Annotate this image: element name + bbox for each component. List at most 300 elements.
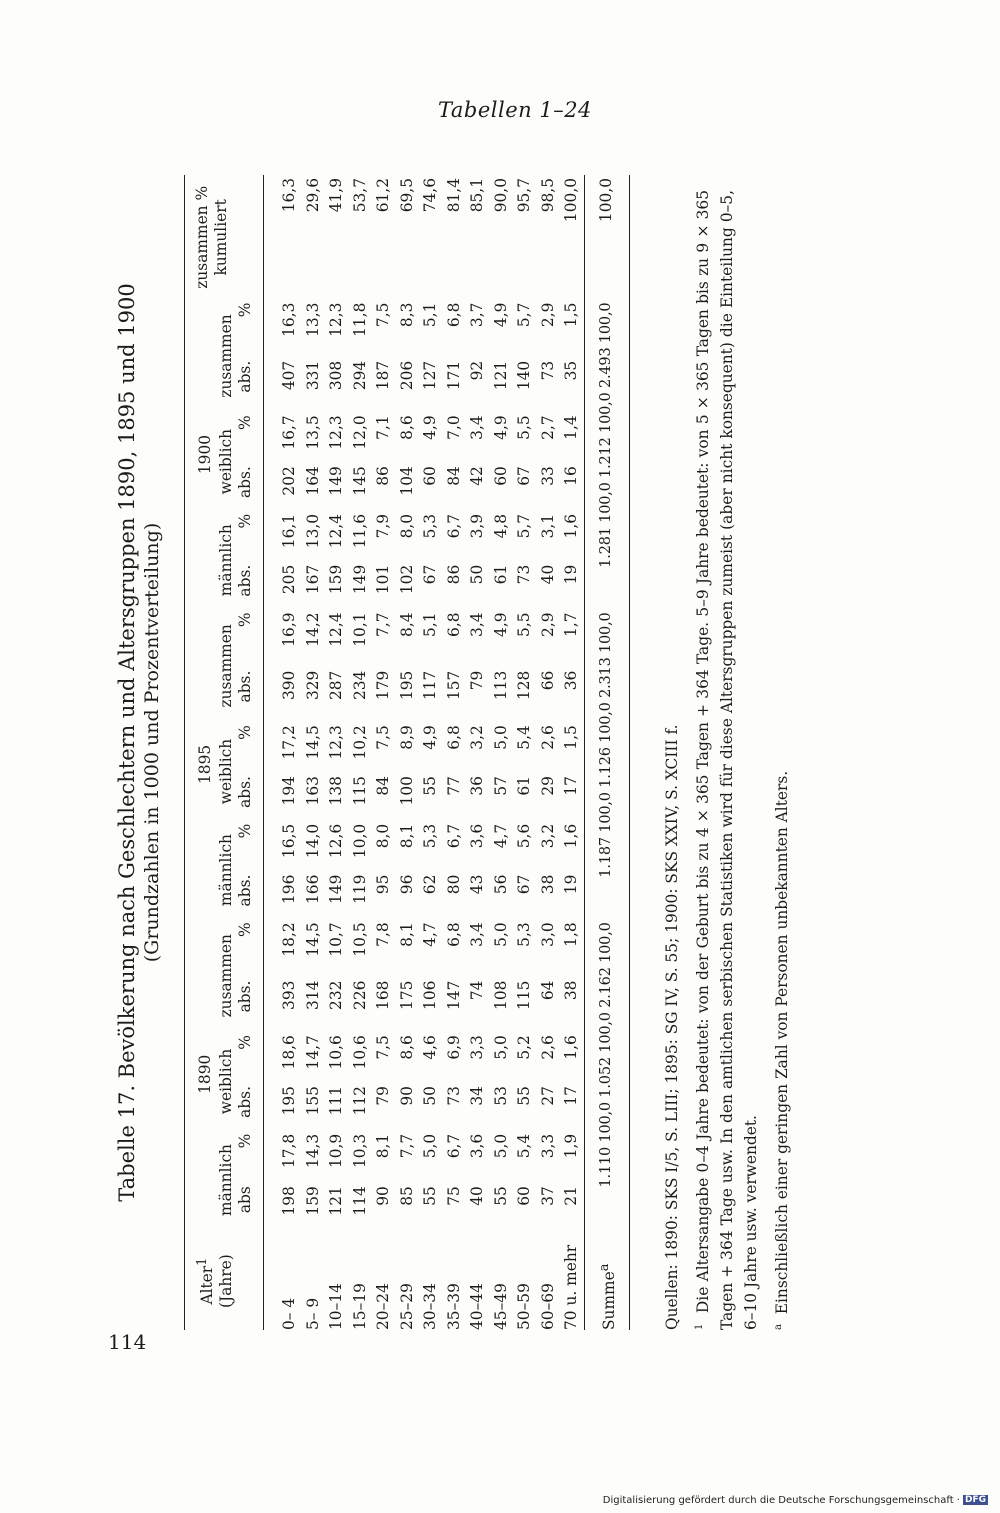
table-cell: 10,6 xyxy=(327,1035,346,1070)
table-cell: 138 xyxy=(327,776,346,806)
table-cell: 5,4 xyxy=(515,725,534,750)
table-cell: 100,0 xyxy=(562,178,581,223)
table-cell: 38 xyxy=(538,874,557,895)
table-cell: 308 xyxy=(327,360,346,391)
table-cell: 3,3 xyxy=(468,1035,487,1060)
table-cell: 3,4 xyxy=(468,612,487,637)
age-group-cell: 45–49 xyxy=(491,1283,510,1330)
sum-values-1890: 1.110 100,0 1.052 100,0 2.162 100,0 xyxy=(584,919,630,1229)
table-cell: 3,1 xyxy=(538,513,557,539)
age-group-cell: 10–14 xyxy=(327,1283,346,1330)
unit-abs: abs. xyxy=(236,562,264,610)
table-cell: 1,7 xyxy=(562,612,581,637)
table-cell: 163 xyxy=(303,776,322,806)
table-cell: 10,2 xyxy=(350,725,369,760)
unit-pct: % xyxy=(236,821,264,872)
table-cell: 55 xyxy=(515,1086,534,1106)
table-cell: 16,5 xyxy=(280,823,299,859)
sex-header-male-1900: männlich xyxy=(217,524,236,597)
table-cell: 81,4 xyxy=(444,178,463,213)
year-header-1895: 1895 xyxy=(185,609,218,919)
table-cell: 90 xyxy=(374,1186,393,1206)
age-header-label: Alter xyxy=(198,1265,217,1305)
table-cell: 7,0 xyxy=(444,415,463,440)
footnote-a-text: Einschließlich einer geringen Zahl von Personen unbekannten Alters. xyxy=(773,770,792,1315)
digitization-footer xyxy=(603,1495,988,1506)
table-row xyxy=(349,175,373,1330)
table-cell: 329 xyxy=(303,670,322,701)
sex-header-total-1900: zusammen xyxy=(217,314,236,398)
table-cell: 195 xyxy=(397,670,416,701)
table-cell: 1,6 xyxy=(562,1035,581,1060)
table-cell: 67 xyxy=(515,466,534,486)
table-cell: 111 xyxy=(327,1086,346,1116)
table-cell: 98,5 xyxy=(538,178,557,213)
sex-header-total-1890: zusammen xyxy=(217,934,236,1018)
table-row xyxy=(560,175,584,1330)
unit-pct: % xyxy=(236,919,264,977)
table-cell: 7,7 xyxy=(397,1133,416,1159)
sum-label: Summe$^a$ xyxy=(584,1229,630,1330)
table-cell: 3,2 xyxy=(468,725,487,750)
table-cell: 95,7 xyxy=(515,178,534,213)
age-header xyxy=(185,1229,218,1330)
table-cell: 179 xyxy=(374,670,393,701)
table-cell: 36 xyxy=(562,670,581,691)
sex-header-female-1890: weiblich xyxy=(217,1048,236,1115)
age-group-cell: 25–29 xyxy=(397,1283,416,1330)
table-cell: 226 xyxy=(350,980,369,1010)
unit-abs: abs. xyxy=(236,668,264,723)
unit-abs: abs. xyxy=(236,773,264,821)
table-cell: 5,2 xyxy=(515,1035,534,1060)
table-cell: 331 xyxy=(303,360,322,391)
table-cell: 62 xyxy=(421,874,440,895)
table-cell: 2,9 xyxy=(538,612,557,637)
table-cell: 74,6 xyxy=(421,178,440,213)
table-cell: 8,1 xyxy=(374,1133,393,1159)
table-cell: 16,7 xyxy=(280,415,299,450)
table-cell: 8,4 xyxy=(397,612,416,637)
table-cell: 6,7 xyxy=(444,1133,463,1159)
table-cell: 149 xyxy=(327,874,346,905)
sources-note: Quellen: 1890: SKS I/5, S. LIII; 1895: SG IV, S. 55; 1900: SKS XXIV, S. XCIII f. xyxy=(663,724,682,1330)
table-cell: 206 xyxy=(397,360,416,391)
table-cell: 5,4 xyxy=(515,1133,534,1159)
footnote-1 xyxy=(688,190,763,1330)
table-cell: 16 xyxy=(562,466,581,486)
table-cell: 84 xyxy=(374,776,393,796)
table-cell: 101 xyxy=(374,564,393,595)
table-cell: 84 xyxy=(444,466,463,486)
table-cell: 390 xyxy=(280,670,299,701)
table-cell: 67 xyxy=(421,564,440,585)
table-cell: 19 xyxy=(562,874,581,895)
table-cell: 16,9 xyxy=(280,612,299,647)
table-cell: 8,0 xyxy=(397,513,416,539)
table-cell: 112 xyxy=(350,1086,369,1116)
sex-header-female-1900: weiblich xyxy=(217,428,236,495)
table-cell: 3,6 xyxy=(468,823,487,849)
table-cell: 121 xyxy=(327,1186,346,1216)
footer-text: Digitalisierung gefördert durch die Deutsche Forschungsgemeinschaft · xyxy=(602,1495,960,1506)
table-cell: 55 xyxy=(491,1186,510,1206)
table-cell: 195 xyxy=(280,1086,299,1116)
table-cell: 14,5 xyxy=(303,922,322,957)
table-cell: 11,8 xyxy=(350,302,369,337)
table-cell: 196 xyxy=(280,874,299,905)
table-cell: 73 xyxy=(444,1086,463,1106)
table-cell: 40 xyxy=(538,564,557,585)
unit-abs: abs. xyxy=(236,358,264,413)
table-cell: 1,4 xyxy=(562,415,581,440)
table-cell: 115 xyxy=(350,776,369,806)
unit-pct: % xyxy=(236,1032,264,1083)
age-header-unit: (Jahre) xyxy=(217,1254,236,1308)
table-cell: 17,2 xyxy=(280,725,299,760)
table-cell: 60 xyxy=(421,466,440,486)
table-cell: 149 xyxy=(350,564,369,595)
table-cell: 3,4 xyxy=(468,922,487,947)
table-cell: 3,2 xyxy=(538,823,557,849)
table-cell: 6,7 xyxy=(444,823,463,849)
table-cell: 6,9 xyxy=(444,1035,463,1060)
table-cell: 8,0 xyxy=(374,823,393,849)
table-cell: 1,6 xyxy=(562,513,581,539)
table-cell: 10,7 xyxy=(327,922,346,957)
table-cell: 19 xyxy=(562,564,581,585)
table-cell: 79 xyxy=(468,670,487,691)
table-row xyxy=(302,175,326,1330)
table-cell: 61 xyxy=(515,776,534,796)
table-cell: 86 xyxy=(444,564,463,585)
unit-abs: abs. xyxy=(236,1083,264,1131)
table-row xyxy=(466,175,490,1330)
table-cell: 56 xyxy=(491,874,510,895)
table-cell: 17,8 xyxy=(280,1133,299,1169)
cumulative-header-line2: kumuliert xyxy=(212,199,230,276)
footnote-1-text: Die Altersangabe 0–4 Jahre bedeutet: von der Geburt bis zu 4 × 365 Tagen + 364 Tage. 5–9 Jahre bedeutet: von 5 × 365 Tagen bis zu 9 × 365 Tagen + 364 Tage usw. In den amtlichen serbischen Statistiken wird für diese Altersgruppen zumeist (aber nicht konsequent) die Einteilung 0–5, 6–10 Jahre usw. verwendet. xyxy=(694,190,761,1330)
table-cell: 55 xyxy=(421,1186,440,1206)
table-cell: 18,6 xyxy=(280,1035,299,1070)
table-cell: 407 xyxy=(280,360,299,391)
table-cell: 7,5 xyxy=(374,1035,393,1060)
table-cell: 73 xyxy=(515,564,534,585)
table-cell: 159 xyxy=(303,1186,322,1216)
table-cell: 12,3 xyxy=(327,302,346,337)
table-cell: 13,0 xyxy=(303,513,322,549)
table-cell: 69,5 xyxy=(397,178,416,213)
sum-row xyxy=(584,175,630,1330)
sum-values-1895: 1.187 100,0 1.126 100,0 2.313 100,0 xyxy=(584,609,630,919)
unit-abs: abs. xyxy=(236,463,264,511)
table-cell: 86 xyxy=(374,466,393,486)
table-cell: 2,7 xyxy=(538,415,557,440)
table-cell: 314 xyxy=(303,980,322,1010)
table-cell: 4,7 xyxy=(421,922,440,947)
table-cell: 5,0 xyxy=(491,1133,510,1159)
table-cell: 8,6 xyxy=(397,415,416,440)
table-cell: 60 xyxy=(491,466,510,486)
table-cell: 145 xyxy=(350,466,369,496)
population-table xyxy=(184,175,630,1330)
table-cell: 10,1 xyxy=(350,612,369,647)
age-group-cell: 15–19 xyxy=(350,1283,369,1330)
table-cell: 64 xyxy=(538,980,557,1001)
table-cell: 53 xyxy=(491,1086,510,1106)
table-cell: 10,9 xyxy=(327,1133,346,1169)
table-cell: 12,4 xyxy=(327,513,346,549)
table-cell: 5,7 xyxy=(515,302,534,328)
table-cell: 232 xyxy=(327,980,346,1010)
table-cell: 60 xyxy=(515,1186,534,1206)
footnote-a xyxy=(767,190,794,1330)
table-cell: 11,6 xyxy=(350,513,369,549)
table-cell: 5,0 xyxy=(491,725,510,750)
table-cell: 12,0 xyxy=(350,415,369,450)
rotated-table-block xyxy=(112,155,857,1330)
table-cell: 3,6 xyxy=(468,1133,487,1159)
table-cell: 5,5 xyxy=(515,415,534,440)
age-header-blank xyxy=(236,1229,264,1330)
table-cell: 7,8 xyxy=(374,922,393,947)
table-cell: 4,9 xyxy=(491,612,510,637)
table-cell: 27 xyxy=(538,1086,557,1106)
table-cell: 198 xyxy=(280,1186,299,1216)
table-cell: 106 xyxy=(421,980,440,1010)
table-cell: 128 xyxy=(515,670,534,701)
table-cell: 7,7 xyxy=(374,612,393,637)
table-cell: 33 xyxy=(538,466,557,486)
table-cell: 155 xyxy=(303,1086,322,1116)
table-cell: 38 xyxy=(562,980,581,1001)
table-cell: 234 xyxy=(350,670,369,701)
table-cell: 10,6 xyxy=(350,1035,369,1070)
table-cell: 149 xyxy=(327,466,346,496)
table-cell: 117 xyxy=(421,670,440,701)
table-cell: 6,8 xyxy=(444,612,463,637)
table-cell: 14,7 xyxy=(303,1035,322,1070)
table-cell: 171 xyxy=(444,360,463,391)
table-cell: 16,3 xyxy=(280,178,299,213)
table-cell: 5,1 xyxy=(421,612,440,637)
table-cell: 3,3 xyxy=(538,1133,557,1159)
table-cell: 166 xyxy=(303,874,322,905)
table-cell: 16,1 xyxy=(280,513,299,549)
table-cell: 8,1 xyxy=(397,922,416,947)
sum-cumulative: 100,0 xyxy=(584,175,630,300)
table-cell: 5,0 xyxy=(491,922,510,947)
sex-header-female-1895: weiblich xyxy=(217,738,236,805)
table-cell: 104 xyxy=(397,466,416,496)
table-cell: 7,1 xyxy=(374,415,393,440)
table-cell: 6,8 xyxy=(444,922,463,947)
table-row xyxy=(396,175,420,1330)
age-group-cell: 0– 4 xyxy=(280,1297,299,1330)
table-cell: 175 xyxy=(397,980,416,1010)
table-cell: 4,9 xyxy=(421,415,440,440)
table-cell: 36 xyxy=(468,776,487,796)
table-cell: 61,2 xyxy=(374,178,393,213)
table-cell: 205 xyxy=(280,564,299,595)
table-cell: 8,9 xyxy=(397,725,416,750)
table-cell: 61 xyxy=(491,564,510,585)
age-group-cell: 20–24 xyxy=(374,1283,393,1330)
table-cell: 10,5 xyxy=(350,922,369,957)
table-cell: 121 xyxy=(491,360,510,391)
table-cell: 6,7 xyxy=(444,513,463,539)
table-cell: 92 xyxy=(468,360,487,381)
table-cell: 1,5 xyxy=(562,302,581,328)
table-cell: 43 xyxy=(468,874,487,895)
age-group-cell: 50–59 xyxy=(515,1283,534,1330)
table-cell: 12,4 xyxy=(327,612,346,647)
age-group-cell: 30–34 xyxy=(421,1283,440,1330)
table-cell: 8,6 xyxy=(397,1035,416,1060)
table-cell: 115 xyxy=(515,980,534,1010)
table-cell: 4,7 xyxy=(491,823,510,849)
table-cell: 194 xyxy=(280,776,299,806)
table-cell: 119 xyxy=(350,874,369,905)
table-cell: 12,3 xyxy=(327,725,346,760)
table-cell: 114 xyxy=(350,1186,369,1216)
table-cell: 90 xyxy=(397,1086,416,1106)
table-cell: 40 xyxy=(468,1186,487,1206)
table-subtitle: (Grundzahlen in 1000 und Prozentverteilung) xyxy=(141,522,163,963)
unit-abs: abs. xyxy=(236,872,264,920)
table-cell: 5,7 xyxy=(515,513,534,539)
table-row xyxy=(537,175,561,1330)
table-cell: 187 xyxy=(374,360,393,391)
table-cell: 12,3 xyxy=(327,415,346,450)
table-cell: 7,5 xyxy=(374,725,393,750)
table-cell: 13,5 xyxy=(303,415,322,450)
table-cell: 1,8 xyxy=(562,922,581,947)
table-cell: 157 xyxy=(444,670,463,701)
table-cell: 108 xyxy=(491,980,510,1010)
table-cell: 17 xyxy=(562,1086,581,1106)
table-cell: 21 xyxy=(562,1186,581,1206)
sex-header-total-1895: zusammen xyxy=(217,624,236,708)
footnote-1-mark: 1 xyxy=(694,1323,706,1330)
table-cell: 10,3 xyxy=(350,1133,369,1169)
table-row xyxy=(490,175,514,1330)
table-row xyxy=(372,175,396,1330)
table-cell: 140 xyxy=(515,360,534,391)
table-cell: 73 xyxy=(538,360,557,381)
age-group-cell: 70 u. mehr xyxy=(562,1244,581,1330)
table-cell: 77 xyxy=(444,776,463,796)
table-cell: 5,3 xyxy=(421,823,440,849)
table-cell: 34 xyxy=(468,1086,487,1106)
table-cell: 4,6 xyxy=(421,1035,440,1060)
unit-abs: abs xyxy=(236,1183,264,1229)
unit-abs: abs. xyxy=(236,978,264,1033)
table-cell: 5,5 xyxy=(515,612,534,637)
table-cell: 42 xyxy=(468,466,487,486)
table-cell: 1,5 xyxy=(562,725,581,750)
notes xyxy=(660,190,794,1330)
year-header-1890: 1890 xyxy=(185,919,218,1229)
table-cell: 3,7 xyxy=(468,302,487,328)
page-number: 114 xyxy=(108,1330,147,1354)
table-cell: 2,6 xyxy=(538,1035,557,1060)
age-group-cell: 35–39 xyxy=(444,1283,463,1330)
table-cell: 113 xyxy=(491,670,510,701)
unit-pct: % xyxy=(236,300,264,358)
table-cell: 294 xyxy=(350,360,369,391)
table-cell: 35 xyxy=(562,360,581,381)
age-group-cell: 40–44 xyxy=(468,1283,487,1330)
age-header-footnote-mark: 1 xyxy=(195,1257,210,1266)
table-cell: 4,8 xyxy=(491,513,510,539)
table-cell: 14,5 xyxy=(303,725,322,760)
table-row xyxy=(264,175,302,1330)
table-cell: 393 xyxy=(280,980,299,1010)
table-cell: 5,1 xyxy=(421,302,440,328)
table-cell: 3,4 xyxy=(468,415,487,440)
table-cell: 57 xyxy=(491,776,510,796)
table-cell: 14,0 xyxy=(303,823,322,859)
footnote-a-mark: a xyxy=(773,1324,785,1330)
age-group-cell: 60–69 xyxy=(538,1283,557,1330)
table-cell: 1,9 xyxy=(562,1133,581,1159)
unit-pct: % xyxy=(236,511,264,562)
table-cell: 13,3 xyxy=(303,302,322,337)
table-cell: 4,9 xyxy=(491,302,510,328)
sex-header-male-1895: männlich xyxy=(217,834,236,907)
table-cell: 18,2 xyxy=(280,922,299,957)
table-cell: 102 xyxy=(397,564,416,595)
table-body xyxy=(264,175,630,1330)
table-cell: 4,9 xyxy=(491,415,510,440)
running-head: Tabellen 1–24 xyxy=(438,98,592,122)
table-cell: 5,0 xyxy=(491,1035,510,1060)
year-header-1900: 1900 xyxy=(185,300,218,610)
table-cell: 90,0 xyxy=(491,178,510,213)
dfg-logo: DFG xyxy=(964,1495,986,1505)
table-cell: 55 xyxy=(421,776,440,796)
table-cell: 79 xyxy=(374,1086,393,1106)
table-cell: 7,9 xyxy=(374,513,393,539)
unit-pct: % xyxy=(236,412,264,463)
table-cell: 10,0 xyxy=(350,823,369,859)
table-cell: 75 xyxy=(444,1186,463,1206)
table-cell: 164 xyxy=(303,466,322,496)
table-cell: 95 xyxy=(374,874,393,895)
cumulative-header-line1: zusammen % xyxy=(193,185,211,289)
table-cell: 8,1 xyxy=(397,823,416,849)
table-cell: 2,9 xyxy=(538,302,557,328)
sex-header-male-1890: männlich xyxy=(217,1144,236,1216)
table-cell: 41,9 xyxy=(327,178,346,213)
table-cell: 8,3 xyxy=(397,302,416,328)
table-cell: 85 xyxy=(397,1186,416,1206)
table-cell: 127 xyxy=(421,360,440,391)
table-cell: 12,6 xyxy=(327,823,346,859)
table-cell: 2,6 xyxy=(538,725,557,750)
table-title: Tabelle 17. Bevölkerung nach Geschlechtern und Altersgruppen 1890, 1895 und 1900 xyxy=(115,283,139,1202)
unit-pct: % xyxy=(236,722,264,773)
cumulative-header xyxy=(185,175,264,300)
table-cell: 67 xyxy=(515,874,534,895)
table-cell: 4,9 xyxy=(421,725,440,750)
table-cell: 17 xyxy=(562,776,581,796)
table-row xyxy=(443,175,467,1330)
table-cell: 100 xyxy=(397,776,416,806)
table-cell: 147 xyxy=(444,980,463,1010)
sum-values-1900: 1.281 100,0 1.212 100,0 2.493 100,0 xyxy=(584,300,630,610)
